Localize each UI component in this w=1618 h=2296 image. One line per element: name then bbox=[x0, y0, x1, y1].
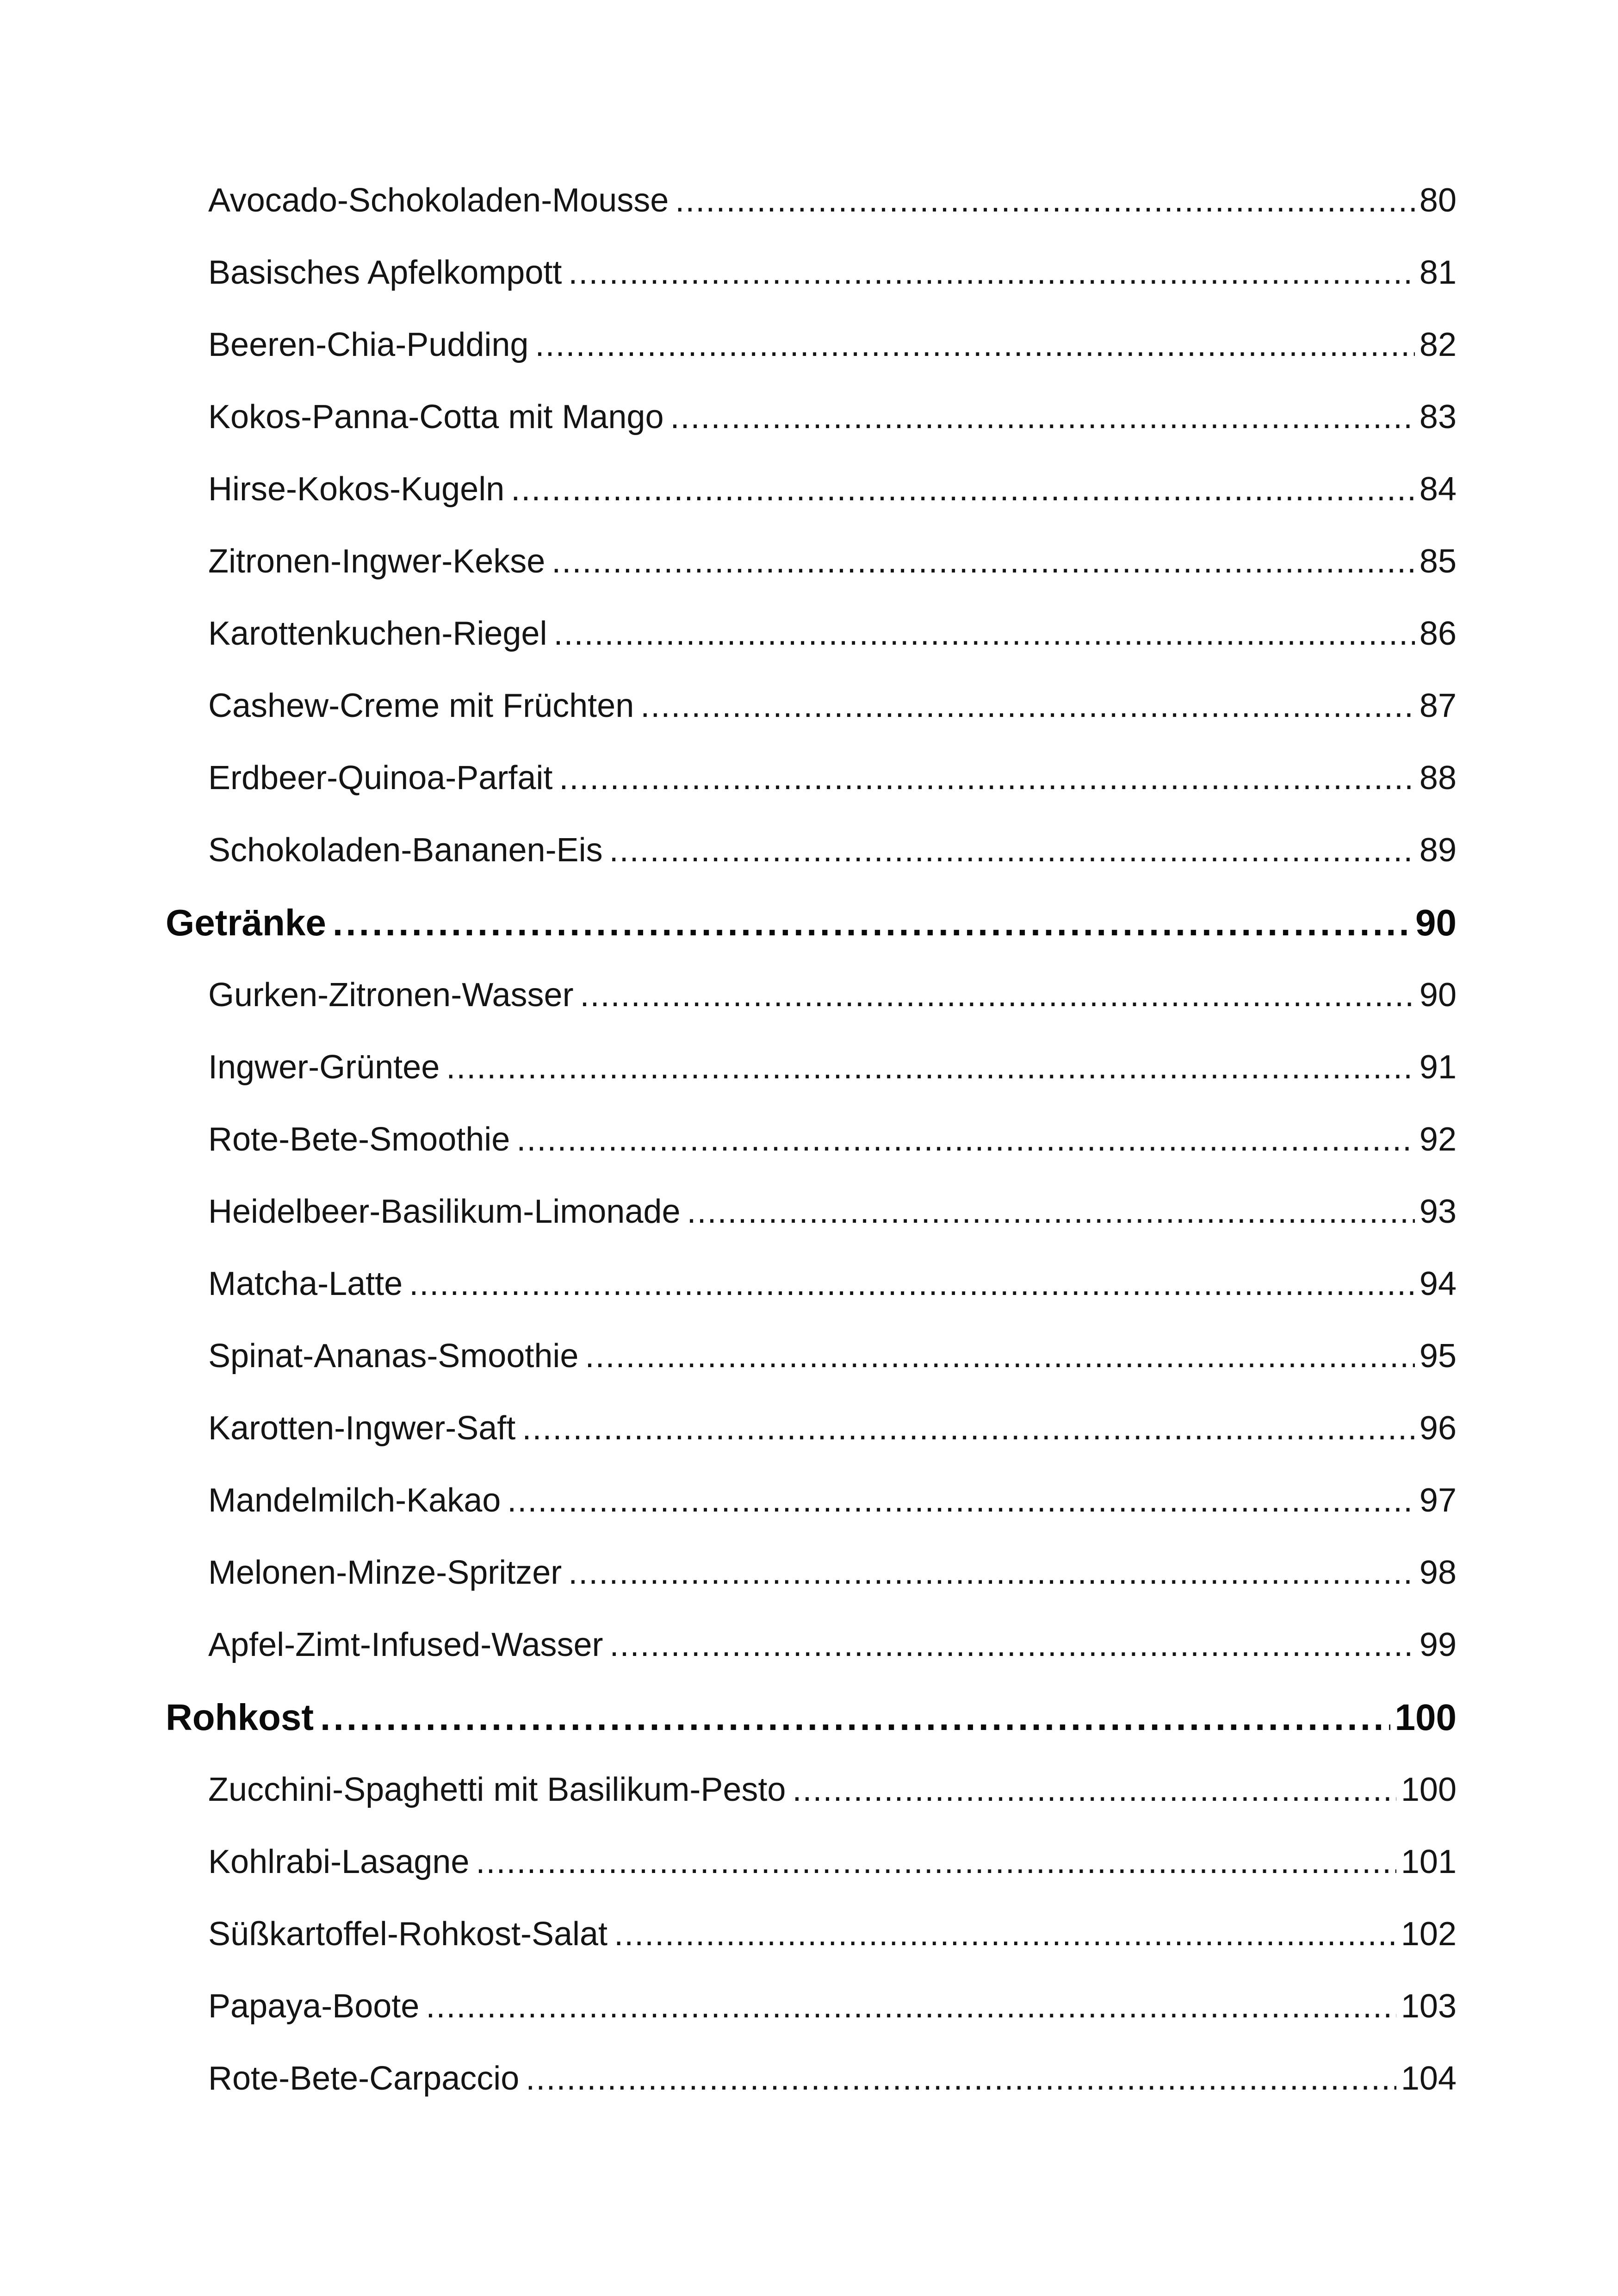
toc-entry-melonen-minze-spritzer[interactable] bbox=[166, 1537, 1457, 1609]
toc-entry-page: 91 bbox=[1419, 1049, 1457, 1086]
toc-entry-page: 94 bbox=[1419, 1265, 1457, 1302]
toc-entry-rote-bete-carpaccio[interactable] bbox=[166, 2042, 1457, 2115]
dot-leader bbox=[568, 1537, 1415, 1609]
toc-entry-page: 101 bbox=[1401, 1843, 1457, 1880]
toc-entry-page: 89 bbox=[1419, 832, 1457, 869]
toc-entry-kokos-panna-cotta[interactable] bbox=[166, 381, 1457, 453]
toc-entry-page: 97 bbox=[1419, 1482, 1457, 1519]
toc-entry-page: 100 bbox=[1401, 1771, 1457, 1808]
toc-entry-title: Kokos-Panna-Cotta mit Mango bbox=[208, 398, 664, 436]
toc-entry-title: Ingwer-Grüntee bbox=[208, 1049, 440, 1086]
dot-leader bbox=[568, 236, 1415, 309]
toc-entry-title: Melonen-Minze-Spritzer bbox=[208, 1554, 562, 1591]
dot-leader bbox=[580, 959, 1415, 1031]
toc-entry-mandelmilch-kakao[interactable] bbox=[166, 1464, 1457, 1537]
toc-section-page: 90 bbox=[1415, 902, 1457, 943]
toc-section-title: Getränke bbox=[166, 902, 326, 943]
toc-entry-page: 83 bbox=[1419, 398, 1457, 436]
dot-leader bbox=[320, 1681, 1390, 1754]
toc-entry-karotten-ingwer-saft[interactable] bbox=[166, 1392, 1457, 1464]
dot-leader bbox=[526, 2042, 1396, 2115]
toc-entry-page: 92 bbox=[1419, 1121, 1457, 1158]
dot-leader bbox=[333, 886, 1411, 959]
toc-entry-title: Matcha-Latte bbox=[208, 1265, 403, 1302]
toc-section-title: Rohkost bbox=[166, 1697, 314, 1738]
toc-entry-title: Beeren-Chia-Pudding bbox=[208, 326, 529, 363]
toc-entry-rote-bete-smoothie[interactable] bbox=[166, 1103, 1457, 1176]
toc-entry-title: Karottenkuchen-Riegel bbox=[208, 615, 547, 652]
toc-entry-title: Rote-Bete-Smoothie bbox=[208, 1121, 510, 1158]
toc-entry-page: 103 bbox=[1401, 1988, 1457, 2025]
toc-entry-title: Heidelbeer-Basilikum-Limonade bbox=[208, 1193, 681, 1230]
toc-entry-title: Rote-Bete-Carpaccio bbox=[208, 2060, 520, 2097]
dot-leader bbox=[559, 742, 1415, 814]
toc-entry-title: Mandelmilch-Kakao bbox=[208, 1482, 501, 1519]
toc-entry-page: 95 bbox=[1419, 1338, 1457, 1375]
toc-entry-page: 93 bbox=[1419, 1193, 1457, 1230]
toc-entry-page: 98 bbox=[1419, 1554, 1457, 1591]
toc-entry-page: 90 bbox=[1419, 977, 1457, 1014]
dot-leader bbox=[511, 453, 1415, 525]
dot-leader bbox=[446, 1031, 1415, 1103]
toc-entry-title: Kohlrabi-Lasagne bbox=[208, 1843, 470, 1880]
toc-section-getraenke[interactable] bbox=[166, 886, 1457, 959]
toc-entry-zitronen-ingwer-kekse[interactable] bbox=[166, 525, 1457, 597]
toc-entry-page: 85 bbox=[1419, 543, 1457, 580]
dot-leader bbox=[553, 597, 1414, 670]
toc-entry-title: Spinat-Ananas-Smoothie bbox=[208, 1338, 579, 1375]
toc-entry-title: Cashew-Creme mit Früchten bbox=[208, 687, 634, 724]
dot-leader bbox=[792, 1754, 1396, 1826]
toc-entry-page: 88 bbox=[1419, 759, 1457, 796]
toc-entry-page: 81 bbox=[1419, 254, 1457, 291]
toc-entry-schokoladen-bananen-eis[interactable] bbox=[166, 814, 1457, 886]
dot-leader bbox=[535, 309, 1414, 381]
dot-leader bbox=[585, 1320, 1414, 1392]
dot-leader bbox=[670, 381, 1414, 453]
toc-entry-title: Süßkartoffel-Rohkost-Salat bbox=[208, 1916, 608, 1953]
toc-entry-zucchini-spaghetti[interactable] bbox=[166, 1754, 1457, 1826]
toc-entry-basisches-apfelkompott[interactable] bbox=[166, 236, 1457, 309]
toc-section-page: 100 bbox=[1395, 1697, 1457, 1738]
toc-entry-papaya-boote[interactable] bbox=[166, 1970, 1457, 2042]
toc-entry-page: 104 bbox=[1401, 2060, 1457, 2097]
dot-leader bbox=[640, 670, 1415, 742]
toc-entry-page: 82 bbox=[1419, 326, 1457, 363]
toc-entry-title: Basisches Apfelkompott bbox=[208, 254, 562, 291]
toc-entry-spinat-ananas-smoothie[interactable] bbox=[166, 1320, 1457, 1392]
toc-entry-cashew-creme[interactable] bbox=[166, 670, 1457, 742]
dot-leader bbox=[516, 1103, 1415, 1176]
toc-entry-title: Hirse-Kokos-Kugeln bbox=[208, 471, 505, 508]
toc-entry-page: 86 bbox=[1419, 615, 1457, 652]
toc-entry-heidelbeer-basilikum-limonade[interactable] bbox=[166, 1176, 1457, 1248]
toc-entry-hirse-kokos-kugeln[interactable] bbox=[166, 453, 1457, 525]
dot-leader bbox=[522, 1392, 1415, 1464]
dot-leader bbox=[675, 164, 1415, 236]
toc-entry-suesskartoffel-rohkost-salat[interactable] bbox=[166, 1898, 1457, 1970]
toc-entry-matcha-latte[interactable] bbox=[166, 1248, 1457, 1320]
toc-entry-title: Erdbeer-Quinoa-Parfait bbox=[208, 759, 553, 796]
dot-leader bbox=[687, 1176, 1414, 1248]
toc-entry-page: 87 bbox=[1419, 687, 1457, 724]
toc-entry-apfel-zimt-infused-wasser[interactable] bbox=[166, 1609, 1457, 1681]
toc-entry-avocado-schokoladen-mousse[interactable] bbox=[166, 164, 1457, 236]
toc-entry-title: Zitronen-Ingwer-Kekse bbox=[208, 543, 546, 580]
toc-entry-title: Zucchini-Spaghetti mit Basilikum-Pesto bbox=[208, 1771, 786, 1808]
dot-leader bbox=[476, 1826, 1396, 1898]
table-of-contents bbox=[166, 164, 1457, 2115]
toc-entry-erdbeer-quinoa-parfait[interactable] bbox=[166, 742, 1457, 814]
toc-entry-page: 80 bbox=[1419, 182, 1457, 219]
toc-entry-title: Gurken-Zitronen-Wasser bbox=[208, 977, 574, 1014]
toc-entry-beeren-chia-pudding[interactable] bbox=[166, 309, 1457, 381]
toc-entry-page: 99 bbox=[1419, 1626, 1457, 1663]
dot-leader bbox=[426, 1970, 1396, 2042]
toc-entry-page: 102 bbox=[1401, 1916, 1457, 1953]
toc-entry-ingwer-gruentee[interactable] bbox=[166, 1031, 1457, 1103]
dot-leader bbox=[409, 1248, 1415, 1320]
dot-leader bbox=[609, 814, 1415, 886]
toc-entry-title: Schokoladen-Bananen-Eis bbox=[208, 832, 603, 869]
dot-leader bbox=[552, 525, 1415, 597]
toc-section-rohkost[interactable] bbox=[166, 1681, 1457, 1754]
toc-entry-title: Karotten-Ingwer-Saft bbox=[208, 1410, 516, 1447]
toc-entry-page: 96 bbox=[1419, 1410, 1457, 1447]
toc-entry-title: Papaya-Boote bbox=[208, 1988, 420, 2025]
toc-entry-title: Avocado-Schokoladen-Mousse bbox=[208, 182, 669, 219]
toc-entry-gurken-zitronen-wasser[interactable] bbox=[166, 959, 1457, 1031]
toc-entry-title: Apfel-Zimt-Infused-Wasser bbox=[208, 1626, 603, 1663]
toc-entry-page: 84 bbox=[1419, 471, 1457, 508]
dot-leader bbox=[614, 1898, 1396, 1970]
dot-leader bbox=[610, 1609, 1415, 1681]
dot-leader bbox=[507, 1464, 1415, 1537]
toc-entry-kohlrabi-lasagne[interactable] bbox=[166, 1826, 1457, 1898]
toc-entry-karottenkuchen-riegel[interactable] bbox=[166, 597, 1457, 670]
